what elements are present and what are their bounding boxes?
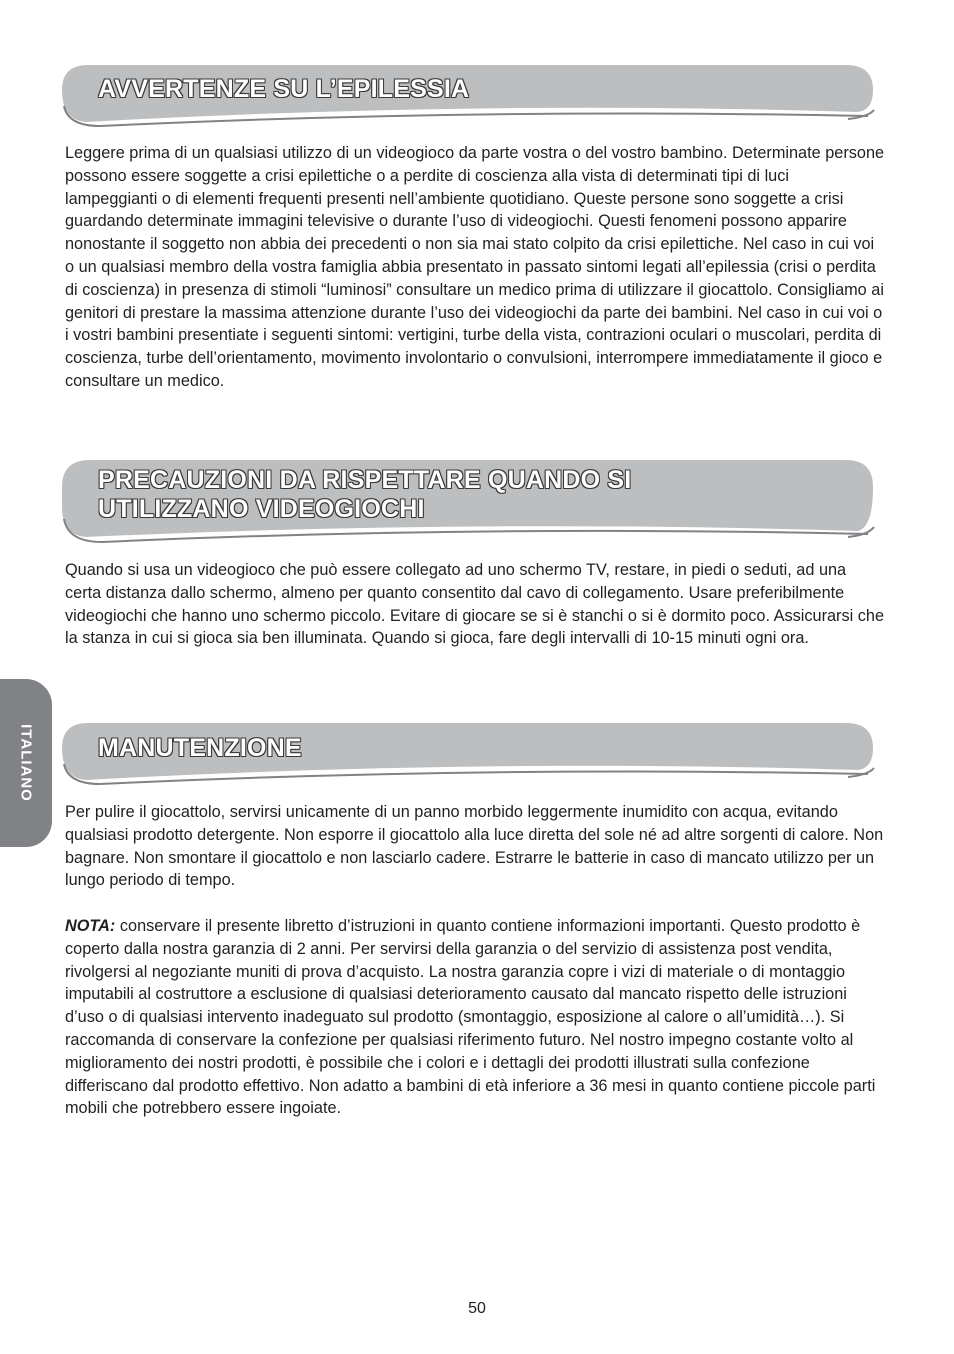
note-label: NOTA: — [65, 917, 116, 935]
note-paragraph — [65, 915, 885, 1120]
section-banner-precautions — [58, 457, 878, 547]
section-title-line: AVVERTENZE SU L’EPILESSIA — [98, 75, 470, 103]
section-banner-epilepsy — [58, 62, 878, 132]
section-body-epilepsy: Leggere prima di un qualsiasi utilizzo di un videogioco da parte vostra o del vostro bambino. Determinate persone possono essere soggette a crisi epilettiche o a perdite di coscienza alla vista di determinati tipi di luci lampeggianti o di elementi frequenti presenti nell’ambiente quotidiano. Queste persone sono soggette a crisi guardando determinate immagini televisive o durante l’uso di videogiochi. Questi fenomeni possono apparire nonostante il soggetto non abbia dei precedenti o non sia mai stato colpito da crisi epilettiche. Nel caso in cui voi o un qualsiasi membro della vostra famiglia abbia presentato in passato sintomi legati all’epilessia (crisi o perdita di coscienza) in presenza di stimoli “luminosi” consultare un medico prima di utilizzare il giocattolo. Consigliamo ai genitori di prestare la massima attenzione durante l’uso dei videogiochi da parte dei bambini. Nel caso in cui voi o i vostri bambini presentiate i seguenti sintomi: vertigini, turbe della vista, contrazioni oculari o muscolari, perdita di coscienza, turbe dell’orientamento, movimento involontario o convulsioni, interrompere immediatamente il gioco e consultare un medico. — [65, 144, 885, 390]
section-banner-maintenance — [58, 720, 878, 790]
note-body: conservare il presente libretto d’istruzioni in quanto contiene informazioni importanti. Questo prodotto è coperto dalla nostra garanzia di 2 anni. Per servirsi della garanzia o del servizio di assistenza post vendita, rivolgersi al negoziante muniti di prova d’acquisto. La nostra garanzia copre i vizi di materiale o di montaggio imputabili al costruttore a esclusione di qualsiasi deterioramento causato dal mancato rispetto delle istruzioni d’uso o di qualsiasi intervento inadeguato sul prodotto (smontaggio, esposizione al calore o all’umidità…). Si raccomanda di conservare la confezione per qualsiasi riferimento futuro. Nel nostro impegno costante volto al miglioramento dei nostri prodotti, è possibile che i colori e i dettagli dei prodotti illustrati sulla confezione differiscano dal prodotto effettivo. Non adatto a bambini di età inferiore a 36 mesi in quanto contiene piccole parti mobili che potrebbero essere ingoiate. — [65, 917, 876, 1118]
section-body-maintenance: Per pulire il giocattolo, servirsi unicamente di un panno morbido leggermente inumidito con acqua, evitando qualsiasi prodotto detergente. Non esporre il giocattolo alla luce diretta del sole né ad altre sorgenti di calore. Non bagnare. Non smontare il giocattolo e non lasciarlo cadere. Estrarre le batterie in caso di mancato utilizzo per un lungo periodo di tempo. — [65, 803, 884, 890]
section-title-line: PRECAUZIONI DA RISPETTARE QUANDO SI — [98, 466, 632, 494]
section-title — [98, 466, 631, 524]
language-label: ITALIANO — [17, 724, 35, 802]
page-number: 50 — [468, 1300, 486, 1317]
section-title-line: UTILIZZANO VIDEOGIOCHI — [98, 495, 425, 523]
section-title — [98, 75, 469, 104]
section-title-line: MANUTENZIONE — [98, 734, 302, 762]
language-side-tab — [0, 679, 52, 847]
section-body-precautions: Quando si usa un videogioco che può essere collegato ad uno schermo TV, restare, in piedi o seduti, ad una certa distanza dallo schermo, almeno per quanto consentito dal cavo di collegamento. Usare preferibilmente videogiochi che hanno uno schermo piccolo. Evitare di giocare se si è stanchi o si è dormito poco. Assicurarsi che la stanza in cui si gioca sia ben illuminata. Quando si gioca, fare degli intervalli di 10-15 minuti ogni ora. — [65, 561, 885, 648]
section-title — [98, 734, 302, 763]
